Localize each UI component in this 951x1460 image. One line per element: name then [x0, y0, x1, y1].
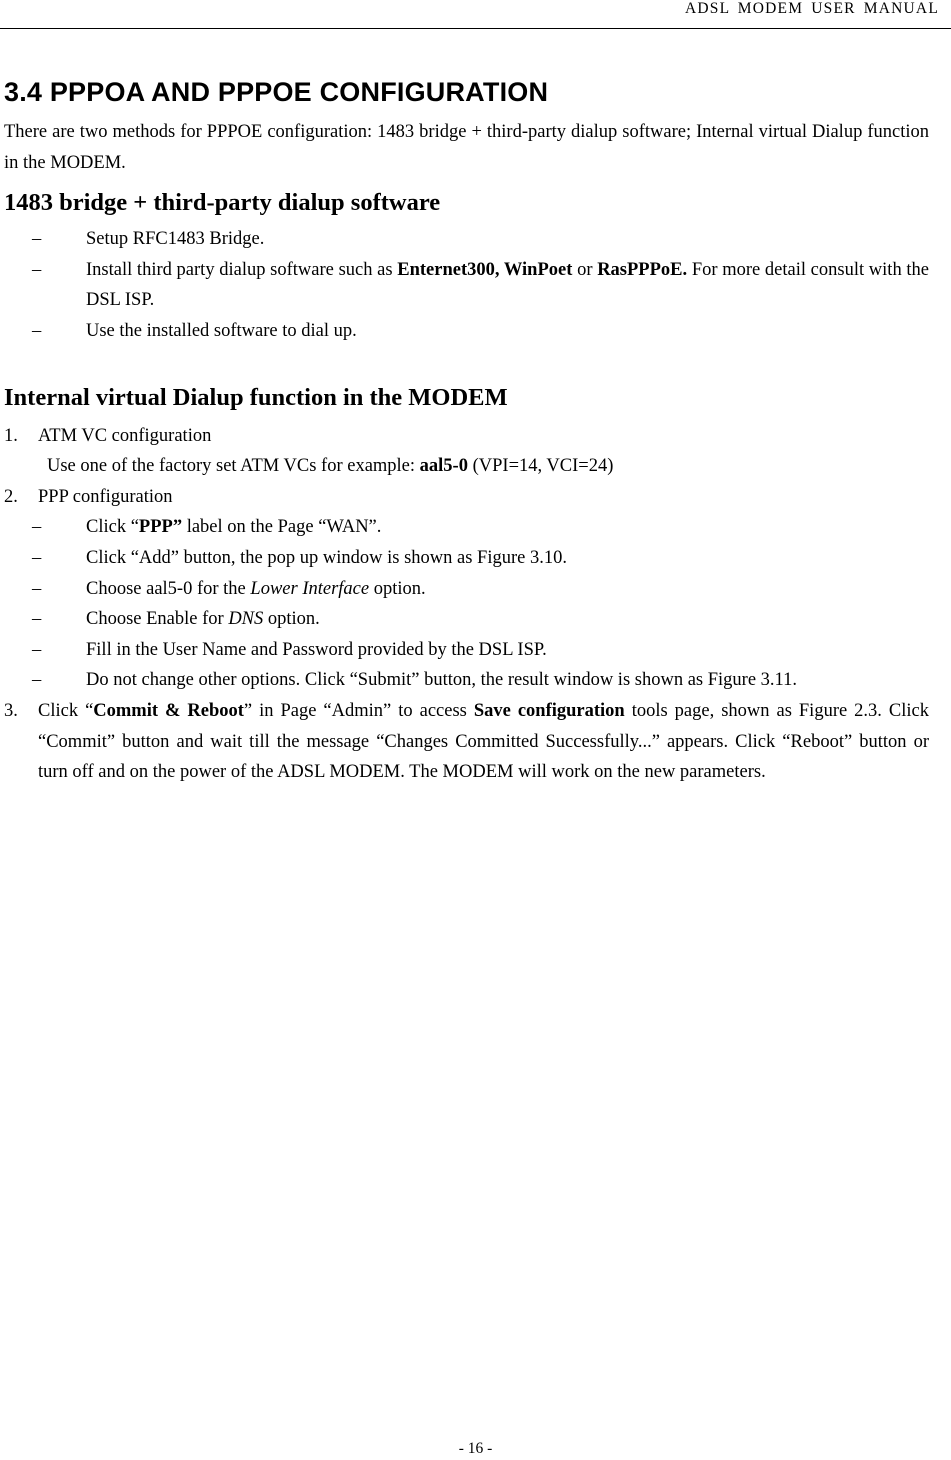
step-detail — [4, 451, 929, 482]
software-names: Enternet300, WinPoet — [397, 259, 573, 280]
list-item — [4, 574, 929, 605]
numbered-step — [4, 696, 929, 788]
vc-name: aal5-0 — [419, 456, 468, 477]
list-item — [4, 665, 929, 696]
page-content — [4, 72, 929, 788]
list-item-text: Click “Add” button, the pop up window is shown as Figure 3.10. — [86, 547, 567, 568]
list-item-text: For more detail consult with the DSL ISP. — [86, 259, 929, 311]
list-item-text: option. — [263, 609, 320, 630]
list-item-text: Setup RFC1483 Bridge. — [86, 229, 265, 250]
list-item-text: Install third party dialup software such as — [86, 259, 398, 280]
option-name: DNS — [228, 609, 264, 630]
dash-bullet: – — [32, 609, 42, 630]
numbered-step — [4, 421, 929, 452]
numbered-step — [4, 482, 929, 513]
dash-bullet: – — [32, 517, 42, 538]
step-title: PPP configuration — [38, 486, 173, 507]
intro-paragraph: There are two methods for PPPOE configuration: 1483 bridge + third-party dialup software; Internal virtual Dialup function in the MODEM. — [4, 122, 929, 173]
ppp-label: PPP” — [138, 517, 183, 538]
list-item — [4, 543, 929, 574]
dash-bullet: – — [32, 639, 42, 660]
subheading-1483-bridge: 1483 bridge + third-party dialup software — [4, 189, 441, 217]
step-number: 2. — [4, 486, 18, 507]
list-item-text: option. — [369, 578, 426, 599]
dash-bullet: – — [32, 670, 42, 691]
list-item — [4, 635, 929, 666]
running-header: ADSL MODEM USER MANUAL — [685, 0, 939, 17]
step-title: ATM VC configuration — [38, 425, 212, 446]
dash-bullet: – — [32, 578, 42, 599]
list-item — [4, 224, 929, 255]
list-item-text: Click “ — [86, 517, 139, 538]
header-rule — [0, 28, 951, 29]
list-item-text: Choose Enable for — [86, 609, 229, 630]
page-number: - 16 - — [458, 1440, 493, 1457]
option-name: Lower Interface — [250, 578, 370, 599]
step-detail-text: Use one of the factory set ATM VCs for example: — [47, 456, 420, 477]
software-name: RasPPPoE. — [597, 259, 688, 280]
dash-bullet: – — [32, 259, 42, 280]
step-text: tools page, shown as Figure 2.3. Click “Commit” button and wait till the message “Changes Committed Successfully...” appears. Click “Reboot” button or turn off and on the power of the ADSL MODEM. The MODEM will work on the new parameters. — [38, 700, 929, 783]
list-item — [4, 255, 929, 316]
list-item — [4, 512, 929, 543]
dash-bullet: – — [32, 547, 42, 568]
step-number: 1. — [4, 425, 18, 446]
step-number: 3. — [4, 700, 18, 721]
commit-reboot-label: Commit & Reboot — [93, 700, 244, 721]
list-item-text: or — [572, 259, 598, 280]
subheading-internal-dialup: Internal virtual Dialup function in the MODEM — [4, 383, 508, 411]
list-item-text: label on the Page “WAN”. — [182, 517, 382, 538]
list-item — [4, 604, 929, 635]
list-item-text: Do not change other options. Click “Submit” button, the result window is shown as Figure 3.11. — [86, 670, 797, 691]
dash-bullet: – — [32, 229, 42, 250]
list-item-text: Fill in the User Name and Password provided by the DSL ISP. — [86, 639, 547, 660]
list-item-text: Use the installed software to dial up. — [86, 320, 357, 341]
step-detail-text: (VPI=14, VCI=24) — [467, 456, 614, 477]
dash-bullet: – — [32, 320, 42, 341]
step-text: Click “ — [38, 700, 94, 721]
save-configuration-label: Save configuration — [473, 700, 625, 721]
list-item — [4, 316, 929, 347]
list-item-text: Choose aal5-0 for the — [86, 578, 251, 599]
step-text: ” in Page “Admin” to access — [243, 700, 474, 721]
section-title: 3.4 PPPOA AND PPPOE CONFIGURATION — [4, 77, 549, 107]
